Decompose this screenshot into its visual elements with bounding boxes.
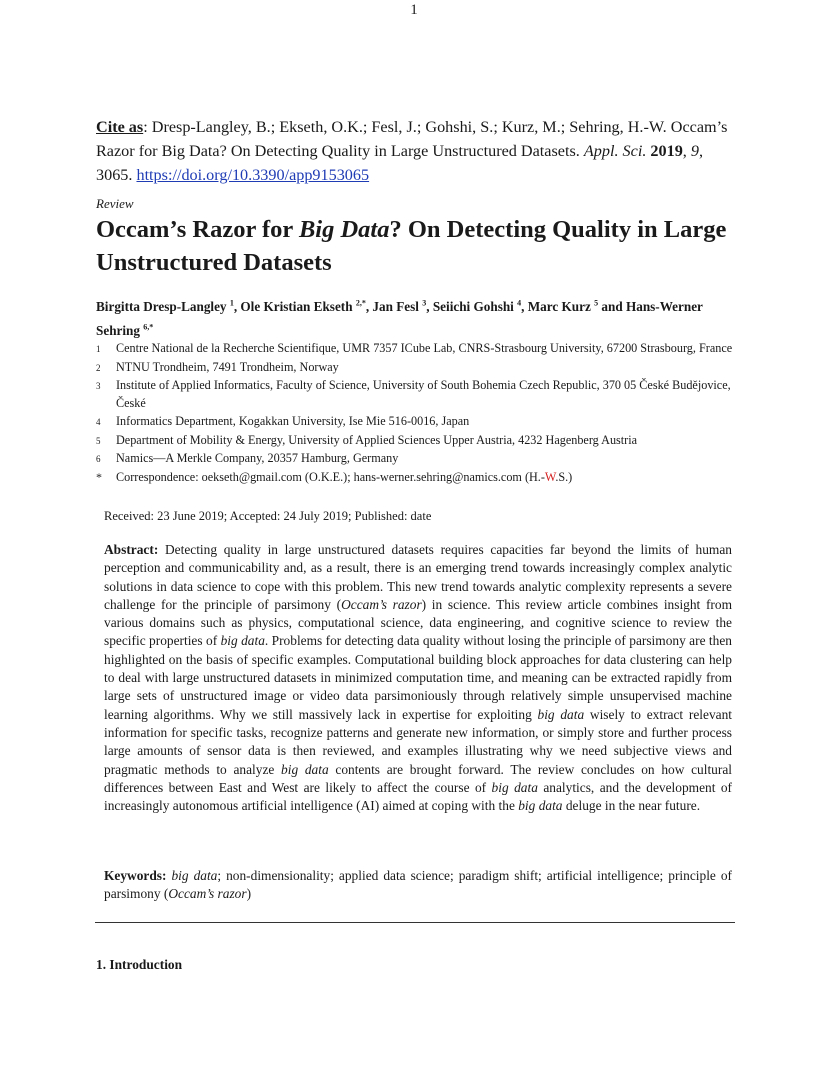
affiliation-item [96,432,736,451]
cite-label: Cite as [96,118,144,136]
affiliation-text: NTNU Trondheim, 7491 Trondheim, Norway [116,359,339,374]
keywords [104,867,732,904]
author-name: Seiichi Gohshi [432,299,514,315]
section-divider [95,922,735,923]
abstract [104,541,732,815]
affiliation-mark: 5 [96,435,101,446]
author-name: Marc Kurz [527,299,591,315]
publication-dates: Received: 23 June 2019; Accepted: 24 July 2019; Published: date [104,509,432,523]
affiliation-mark: 1 [96,344,101,354]
cite-volume: 9 [690,142,699,160]
article-type: Review [96,196,134,211]
abstract-text: . Problems for detecting data quality without losing the principle of parsimony are then highlighted on the basis of specific examples. Computational building block approaches for data clustering can help to deal with large unstructured datasets in minimized computation time, and meaning can be extracted rapidly from large sets of unstructured image or video data parsimoniously through relatively simple unsupervised machine learning algorithms. Why we still massively lack in expertise for exploiting [104,633,732,722]
affiliation-text: Namics—A Merkle Company, 20357 Hamburg, Germany [116,451,399,466]
title-part1: Occam’s Razor for [96,216,299,243]
affiliation-item [96,359,736,378]
affiliation-item [96,413,736,432]
cite-journal: Appl. Sci. [583,142,647,160]
keywords-text: ) [246,886,252,902]
author-name: Birgitta Dresp-Langley [96,299,227,315]
author [372,299,432,314]
author [96,299,240,314]
citation-block: Cite as: Dresp-Langley, B.; Ekseth, O.K.; Fesl, J.; Gohshi, S.; Kurz, M.; Sehring, H.-W. Occam’s Razor for Big Data? On Detecting Quality in Large Unstructured Datasets. Appl. Sci. 2019, 9, 3065. https://doi.org/10.3390/app9153065 [96,118,728,184]
cite-pages: 3065. [96,166,133,184]
paper-title [96,213,736,279]
affiliation-item [96,450,736,469]
affiliation-item [96,340,736,359]
author-list [96,294,736,341]
author-sep: , [365,299,373,315]
title-italic: Big Data [298,216,390,243]
cite-authors: Dresp-Langley, B.; Ekseth, O.K.; Fesl, J.; Gohshi, S.; Kurz, M.; Sehring, H.-W. [151,118,667,136]
abstract-text: Detecting quality in large unstructured datasets requires capacities far beyond the limits of human perception and communicability and, as a result, there is an emerging trend towards increasingly complex analytic solutions in data science to cope with this problem. This new trend towards analytic complexity represents a severe challenge for the principle of parsimony ( [104,542,732,612]
abstract-italic: Occam’s razor [341,596,422,612]
author-name: Ole Kristian Ekseth [240,299,353,315]
correspondence-item [96,469,736,487]
affiliation-text: Department of Mobility & Energy, University of Applied Sciences Upper Austria, 4232 Hagenberg Austria [116,432,638,447]
author [528,299,626,314]
author-sup: 6,* [143,322,154,332]
affiliation-mark: 4 [96,416,101,427]
author [240,299,372,314]
author-name: Jan Fesl [372,299,419,315]
abstract-text: wisely to extract relevant information for specific tasks, recognize patterns and generate new information, or simply store and further process large amounts of sensor data is then reviewed, and examples illustrating why we need subjective views and pragmatic methods to analyze [104,706,733,777]
affiliation-mark: 2 [96,362,101,373]
cite-year: 2019 [650,142,683,160]
author-sep: and [598,299,626,315]
correspondence-red: W [544,469,556,484]
abstract-italic: big data [518,798,563,814]
abstract-text: analytics, and the development of increasingly autonomous artificial intelligence (AI) aimed at coping with the [104,779,733,814]
affiliation-text: Centre National de la Recherche Scientifique, UMR 7357 ICube Lab, CNRS-Strasbourg University, 67200 Strasbourg, France [116,341,733,355]
correspondence-mark: * [96,469,102,484]
affiliation-mark: 6 [96,454,101,465]
author-sup: 1 [229,299,234,308]
abstract-label: Abstract: [104,542,159,557]
abstract-italic: big data [281,761,329,777]
affiliation-list [96,340,736,487]
abstract-text: contents are brought forward. The review concludes on how cultural differences between East and West are likely to affect the course of [104,761,732,795]
keywords-label: Keywords: [104,868,167,883]
author-sep: , [521,299,528,315]
keywords-text: ; non-dimensionality; applied data science; paradigm shift; artificial intelligence; principle of parsimony ( [104,868,732,902]
affiliation-item [96,377,736,412]
affiliation-mark: 3 [96,381,101,392]
author-sup: 5 [594,299,599,308]
section-heading: 1. Introduction [96,957,183,972]
author-sep: , [426,299,433,315]
abstract-italic: big data [491,779,538,795]
correspondence-text [116,469,736,487]
author-sep: , [233,299,241,315]
author-sup: 4 [517,299,522,308]
keywords-italic: Occam’s razor [168,886,247,902]
abstract-italic: big data [537,706,585,722]
doi-link[interactable]: https://doi.org/10.3390/app9153065 [136,166,370,184]
title-part2: ? On Detecting Quality in Large Unstructured Datasets [96,216,727,276]
affiliation-text: Institute of Applied Informatics, Faculty of Science, University of South Bohemia Czech Republic, 370 05 České Budějovice, České [116,378,731,411]
correspondence-post: .S.) [555,469,573,484]
abstract-text: ) in science. This review article combines insight from various domains such as physics, computational science, data engineering, and cognitive science to review the specific properties of [104,596,732,649]
keywords-italic: big data [171,868,218,883]
affiliation-text: Informatics Department, Kogakkan University, Ise Mie 516-0016, Japan [116,413,470,428]
abstract-italic: big data [220,633,265,649]
abstract-text: deluge in the near future. [562,798,701,814]
page-number: 1 [410,2,418,18]
cite-title: Occam’s Razor for Big Data? On Detecting Quality in Large Unstructured Datasets. [96,118,728,160]
author-name: Hans-Werner Sehring [96,299,703,338]
author-sup: 2,* [355,299,366,308]
author [433,299,528,314]
author-sup: 3 [422,299,427,308]
correspondence-pre: Correspondence: oekseth@gmail.com (O.K.E.); hans-werner.sehring@namics.com (H.- [116,469,545,484]
